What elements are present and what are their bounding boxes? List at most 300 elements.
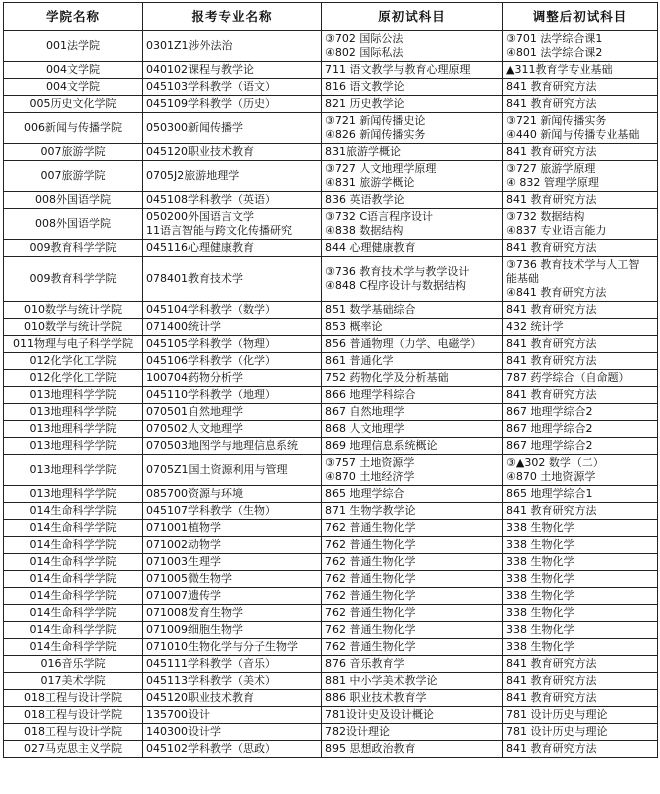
- original-subjects-cell: [322, 192, 503, 209]
- adjusted-subjects-cell: [503, 455, 658, 486]
- adjusted-subjects-cell: [503, 520, 658, 537]
- table-row: [4, 724, 658, 741]
- cell-line: 841 教育研究方法: [506, 145, 597, 158]
- cell-line: 787 药学综合（自命题）: [506, 371, 630, 384]
- major-cell: [143, 503, 322, 520]
- college-cell: 014生命科学学院: [4, 537, 143, 554]
- cell-line: ④841 教育研究方法: [506, 286, 607, 299]
- table-row: [4, 520, 658, 537]
- college-cell: 014生命科学学院: [4, 554, 143, 571]
- college-cell: 007旅游学院: [4, 144, 143, 161]
- cell-line: 050200外国语言文学: [146, 210, 254, 223]
- table-row: [4, 62, 658, 79]
- original-subjects-cell: [322, 503, 503, 520]
- major-cell: [143, 387, 322, 404]
- college-cell: 014生命科学学院: [4, 520, 143, 537]
- adjusted-subjects-cell: [503, 622, 658, 639]
- college-cell: 009教育科学学院: [4, 240, 143, 257]
- adjusted-subjects-cell: [503, 486, 658, 503]
- cell-line: 844 心理健康教育: [325, 241, 416, 254]
- adjusted-subjects-cell: [503, 404, 658, 421]
- table-row: [4, 96, 658, 113]
- cell-line: 762 普通生物化学: [325, 589, 416, 602]
- adjusted-subjects-cell: [503, 588, 658, 605]
- adjusted-subjects-cell: [503, 96, 658, 113]
- table-row: [4, 370, 658, 387]
- college-cell: 004文学院: [4, 79, 143, 96]
- table-row: [4, 673, 658, 690]
- cell-line: 045108学科教学（英语）: [146, 193, 276, 206]
- college-cell: 001法学院: [4, 31, 143, 62]
- original-subjects-cell: [322, 741, 503, 758]
- adjusted-subjects-cell: [503, 656, 658, 673]
- major-cell: [143, 192, 322, 209]
- cell-line: 045103学科教学（语文）: [146, 80, 276, 93]
- adjusted-subjects-cell: [503, 571, 658, 588]
- original-subjects-cell: [322, 404, 503, 421]
- college-cell: 018工程与设计学院: [4, 707, 143, 724]
- major-cell: [143, 537, 322, 554]
- table-row: [4, 421, 658, 438]
- cell-line: ③701 法学综合课1: [506, 32, 603, 45]
- original-subjects-cell: [322, 605, 503, 622]
- cell-line: 841 教育研究方法: [506, 80, 597, 93]
- original-subjects-cell: [322, 144, 503, 161]
- original-subjects-cell: [322, 370, 503, 387]
- cell-line: 869 地理信息系统概论: [325, 439, 438, 452]
- table-row: [4, 336, 658, 353]
- cell-line: 071008发育生物学: [146, 606, 243, 619]
- table-row: [4, 571, 658, 588]
- college-cell: 005历史文化学院: [4, 96, 143, 113]
- table-row: [4, 639, 658, 656]
- cell-line: 338 生物化学: [506, 640, 575, 653]
- cell-line: 045111学科教学（音乐）: [146, 657, 276, 670]
- table-row: [4, 741, 658, 758]
- college-cell: 014生命科学学院: [4, 503, 143, 520]
- cell-line: 071005微生物学: [146, 572, 232, 585]
- original-subjects-cell: [322, 387, 503, 404]
- cell-line: 045102学科教学（思政）: [146, 742, 276, 755]
- cell-line: 881 中小学美术教学论: [325, 674, 438, 687]
- table-row: [4, 588, 658, 605]
- cell-line: ④870 土地经济学: [325, 470, 415, 483]
- cell-line: 070501自然地理学: [146, 405, 243, 418]
- cell-line: 070503地图学与地理信息系统: [146, 439, 298, 452]
- cell-line: 762 普通生物化学: [325, 521, 416, 534]
- college-cell: 013地理科学学院: [4, 438, 143, 455]
- cell-line: 841 教育研究方法: [506, 354, 597, 367]
- cell-line: 782设计理论: [325, 725, 390, 738]
- cell-line: 135700设计: [146, 708, 210, 721]
- table-row: [4, 387, 658, 404]
- cell-line: 045105学科教学（物理）: [146, 337, 276, 350]
- header-row: [4, 3, 658, 31]
- major-cell: [143, 404, 322, 421]
- major-cell: [143, 724, 322, 741]
- major-cell: [143, 62, 322, 79]
- college-cell: 012化学化工学院: [4, 370, 143, 387]
- adjusted-subjects-cell: [503, 113, 658, 144]
- college-cell: 013地理科学学院: [4, 455, 143, 486]
- adjusted-subjects-cell: [503, 62, 658, 79]
- header-adjusted-subjects: 调整后初试科目: [503, 3, 658, 31]
- college-cell: 007旅游学院: [4, 161, 143, 192]
- college-cell: 013地理科学学院: [4, 404, 143, 421]
- adjusted-subjects-cell: [503, 554, 658, 571]
- original-subjects-cell: [322, 571, 503, 588]
- cell-line: ③▲302 数学（二）: [506, 456, 604, 469]
- cell-line: 762 普通生物化学: [325, 640, 416, 653]
- adjusted-subjects-cell: [503, 302, 658, 319]
- cell-line: 865 地理学综合: [325, 487, 405, 500]
- cell-line: 781 设计历史与理论: [506, 708, 608, 721]
- original-subjects-cell: [322, 209, 503, 240]
- cell-line: 865 地理学综合1: [506, 487, 593, 500]
- major-cell: [143, 370, 322, 387]
- cell-line: ④ 832 管理学原理: [506, 176, 599, 189]
- cell-line: 045120职业技术教育: [146, 145, 254, 158]
- college-cell: 014生命科学学院: [4, 605, 143, 622]
- major-cell: [143, 257, 322, 302]
- cell-line: 070502人文地理学: [146, 422, 243, 435]
- cell-line: 841 教育研究方法: [506, 337, 597, 350]
- cell-line: 895 思想政治教育: [325, 742, 416, 755]
- cell-line: 867 自然地理学: [325, 405, 405, 418]
- adjusted-subjects-cell: [503, 421, 658, 438]
- major-cell: [143, 96, 322, 113]
- cell-line: 078401教育技术学: [146, 272, 243, 285]
- major-cell: [143, 707, 322, 724]
- college-cell: 018工程与设计学院: [4, 724, 143, 741]
- cell-line: 886 职业技术教育学: [325, 691, 427, 704]
- cell-line: 045109学科教学（历史）: [146, 97, 276, 110]
- cell-line: 841 教育研究方法: [506, 742, 597, 755]
- cell-line: 841 教育研究方法: [506, 97, 597, 110]
- table-row: [4, 690, 658, 707]
- cell-line: 841 教育研究方法: [506, 388, 597, 401]
- college-cell: 014生命科学学院: [4, 571, 143, 588]
- adjusted-subjects-cell: [503, 192, 658, 209]
- cell-line: ③721 新闻传播史论: [325, 114, 426, 127]
- table-row: [4, 209, 658, 240]
- table-row: [4, 192, 658, 209]
- original-subjects-cell: [322, 673, 503, 690]
- table-row: [4, 438, 658, 455]
- original-subjects-cell: [322, 690, 503, 707]
- cell-line: ④831 旅游学概论: [325, 176, 415, 189]
- table-row: [4, 353, 658, 370]
- cell-line: 071007遗传学: [146, 589, 221, 602]
- adjusted-subjects-cell: [503, 605, 658, 622]
- cell-line: 816 语文教学论: [325, 80, 405, 93]
- major-cell: [143, 455, 322, 486]
- original-subjects-cell: [322, 240, 503, 257]
- cell-line: 871 生物学教学论: [325, 504, 416, 517]
- college-cell: 014生命科学学院: [4, 588, 143, 605]
- table-row: [4, 113, 658, 144]
- cell-line: 338 生物化学: [506, 623, 575, 636]
- major-cell: [143, 520, 322, 537]
- cell-line: 836 英语教学论: [325, 193, 405, 206]
- cell-line: 338 生物化学: [506, 606, 575, 619]
- cell-line: 762 普通生物化学: [325, 538, 416, 551]
- table-row: [4, 257, 658, 302]
- original-subjects-cell: [322, 302, 503, 319]
- cell-line: 752 药物化学及分析基础: [325, 371, 449, 384]
- original-subjects-cell: [322, 336, 503, 353]
- major-cell: [143, 144, 322, 161]
- cell-line: 841 教育研究方法: [506, 691, 597, 704]
- cell-line: 050300新闻传播学: [146, 121, 243, 134]
- cell-line: 841 教育研究方法: [506, 674, 597, 687]
- table-row: [4, 144, 658, 161]
- adjusted-subjects-cell: [503, 370, 658, 387]
- cell-line: 140300设计学: [146, 725, 221, 738]
- cell-line: 071002动物学: [146, 538, 221, 551]
- major-cell: [143, 554, 322, 571]
- adjusted-subjects-cell: [503, 707, 658, 724]
- adjusted-subjects-cell: [503, 639, 658, 656]
- major-cell: [143, 240, 322, 257]
- major-cell: [143, 319, 322, 336]
- cell-line: 045120职业技术教育: [146, 691, 254, 704]
- cell-line: 866 地理学科综合: [325, 388, 416, 401]
- original-subjects-cell: [322, 554, 503, 571]
- cell-line: 861 普通化学: [325, 354, 394, 367]
- table-row: [4, 707, 658, 724]
- original-subjects-cell: [322, 588, 503, 605]
- cell-line: 071003生理学: [146, 555, 221, 568]
- adjusted-subjects-cell: [503, 503, 658, 520]
- cell-line: 853 概率论: [325, 320, 383, 333]
- cell-line: ④870 土地资源学: [506, 470, 596, 483]
- college-cell: 014生命科学学院: [4, 622, 143, 639]
- major-cell: [143, 161, 322, 192]
- cell-line: 338 生物化学: [506, 555, 575, 568]
- cell-line: 868 人文地理学: [325, 422, 405, 435]
- original-subjects-cell: [322, 622, 503, 639]
- cell-line: 071010生物化学与分子生物学: [146, 640, 298, 653]
- cell-line: 338 生物化学: [506, 572, 575, 585]
- cell-line: 867 地理学综合2: [506, 422, 593, 435]
- original-subjects-cell: [322, 421, 503, 438]
- cell-line: 867 地理学综合2: [506, 405, 593, 418]
- original-subjects-cell: [322, 62, 503, 79]
- cell-line: 841 教育研究方法: [506, 504, 597, 517]
- major-cell: [143, 79, 322, 96]
- college-cell: 009教育科学学院: [4, 257, 143, 302]
- cell-line: 781 设计历史与理论: [506, 725, 608, 738]
- adjusted-subjects-cell: [503, 209, 658, 240]
- cell-line: ④838 数据结构: [325, 224, 404, 237]
- adjusted-subjects-cell: [503, 537, 658, 554]
- cell-line: ③736 教育技术学与教学设计: [325, 265, 470, 278]
- cell-line: 045110学科教学（地理）: [146, 388, 276, 401]
- major-cell: [143, 486, 322, 503]
- adjusted-subjects-cell: [503, 161, 658, 192]
- major-cell: [143, 588, 322, 605]
- major-cell: [143, 421, 322, 438]
- cell-line: 841 教育研究方法: [506, 241, 597, 254]
- table-row: [4, 404, 658, 421]
- adjusted-subjects-cell: [503, 336, 658, 353]
- cell-line: ③757 土地资源学: [325, 456, 415, 469]
- adjusted-subjects-cell: [503, 387, 658, 404]
- original-subjects-cell: [322, 639, 503, 656]
- college-cell: 018工程与设计学院: [4, 690, 143, 707]
- cell-line: 841 教育研究方法: [506, 657, 597, 670]
- header-college: 学院名称: [4, 3, 143, 31]
- college-cell: 004文学院: [4, 62, 143, 79]
- major-cell: [143, 209, 322, 240]
- cell-line: 841 教育研究方法: [506, 193, 597, 206]
- cell-line: 045104学科教学（数学）: [146, 303, 276, 316]
- cell-line: 071400统计学: [146, 320, 221, 333]
- table-body: [4, 31, 658, 758]
- cell-line: ④802 国际私法: [325, 46, 404, 59]
- cell-line: 100704药物分析学: [146, 371, 243, 384]
- cell-line: ③732 数据结构: [506, 210, 585, 223]
- cell-line: 338 生物化学: [506, 589, 575, 602]
- original-subjects-cell: [322, 79, 503, 96]
- adjusted-subjects-cell: [503, 724, 658, 741]
- cell-line: 040102课程与教学论: [146, 63, 254, 76]
- college-cell: 016音乐学院: [4, 656, 143, 673]
- college-cell: 013地理科学学院: [4, 387, 143, 404]
- cell-line: 0705Z1国土资源利用与管理: [146, 463, 288, 476]
- adjusted-subjects-cell: [503, 690, 658, 707]
- cell-line: 045116心理健康教育: [146, 241, 254, 254]
- cell-line: 338 生物化学: [506, 521, 575, 534]
- cell-line: 432 统计学: [506, 320, 564, 333]
- cell-line: 762 普通生物化学: [325, 572, 416, 585]
- cell-line: 045107学科教学（生物）: [146, 504, 276, 517]
- college-cell: 013地理科学学院: [4, 486, 143, 503]
- cell-line: 831旅游学概论: [325, 145, 401, 158]
- adjusted-subjects-cell: [503, 319, 658, 336]
- major-cell: [143, 302, 322, 319]
- cell-line: 762 普通生物化学: [325, 623, 416, 636]
- cell-line: 0705J2旅游地理学: [146, 169, 240, 182]
- table-row: [4, 605, 658, 622]
- adjusted-subjects-cell: [503, 438, 658, 455]
- original-subjects-cell: [322, 96, 503, 113]
- cell-line: 762 普通生物化学: [325, 555, 416, 568]
- cell-line: ④848 C程序设计与数据结构: [325, 279, 467, 292]
- adjusted-subjects-cell: [503, 353, 658, 370]
- major-cell: [143, 31, 322, 62]
- original-subjects-cell: [322, 455, 503, 486]
- original-subjects-cell: [322, 31, 503, 62]
- adjusted-subjects-cell: [503, 673, 658, 690]
- major-cell: [143, 336, 322, 353]
- table-row: [4, 554, 658, 571]
- cell-line: 0301Z1涉外法治: [146, 39, 233, 52]
- cell-line: 841 教育研究方法: [506, 303, 597, 316]
- cell-line: ③727 人文地理学原理: [325, 162, 437, 175]
- table-row: [4, 656, 658, 673]
- cell-line: ④801 法学综合课2: [506, 46, 603, 59]
- table-row: [4, 240, 658, 257]
- original-subjects-cell: [322, 537, 503, 554]
- major-cell: [143, 673, 322, 690]
- cell-line: 085700资源与环境: [146, 487, 243, 500]
- major-cell: [143, 622, 322, 639]
- major-cell: [143, 438, 322, 455]
- college-cell: 014生命科学学院: [4, 639, 143, 656]
- exam-adjustment-table: [3, 2, 658, 758]
- original-subjects-cell: [322, 353, 503, 370]
- table-row: [4, 503, 658, 520]
- cell-line: 821 历史教学论: [325, 97, 405, 110]
- adjusted-subjects-cell: [503, 144, 658, 161]
- college-cell: 010数学与统计学院: [4, 319, 143, 336]
- adjusted-subjects-cell: [503, 257, 658, 302]
- adjusted-subjects-cell: [503, 79, 658, 96]
- cell-line: ④440 新闻与传播专业基础: [506, 128, 640, 141]
- cell-line: 851 数学基础综合: [325, 303, 416, 316]
- original-subjects-cell: [322, 438, 503, 455]
- major-cell: [143, 639, 322, 656]
- table-row: [4, 161, 658, 192]
- cell-line: 781设计史及设计概论: [325, 708, 434, 721]
- college-cell: 012化学化工学院: [4, 353, 143, 370]
- table-row: [4, 537, 658, 554]
- major-cell: [143, 656, 322, 673]
- major-cell: [143, 690, 322, 707]
- adjusted-subjects-cell: [503, 741, 658, 758]
- original-subjects-cell: [322, 520, 503, 537]
- adjusted-subjects-cell: [503, 31, 658, 62]
- header-major: 报考专业名称: [143, 3, 322, 31]
- major-cell: [143, 113, 322, 144]
- cell-line: 867 地理学综合2: [506, 439, 593, 452]
- cell-line: 11语言智能与跨文化传播研究: [146, 224, 292, 237]
- cell-line: 045106学科教学（化学）: [146, 354, 276, 367]
- table-row: [4, 79, 658, 96]
- cell-line: ③732 C语言程序设计: [325, 210, 434, 223]
- college-cell: 006新闻与传播学院: [4, 113, 143, 144]
- cell-line: ③727 旅游学原理: [506, 162, 596, 175]
- cell-line: 876 音乐教育学: [325, 657, 405, 670]
- college-cell: 010数学与统计学院: [4, 302, 143, 319]
- table-row: [4, 319, 658, 336]
- cell-line: ▲311教育学专业基础: [506, 63, 613, 76]
- major-cell: [143, 571, 322, 588]
- cell-line: 071001植物学: [146, 521, 221, 534]
- original-subjects-cell: [322, 257, 503, 302]
- adjusted-subjects-cell: [503, 240, 658, 257]
- college-cell: 008外国语学院: [4, 192, 143, 209]
- major-cell: [143, 741, 322, 758]
- cell-line: ④826 新闻传播实务: [325, 128, 426, 141]
- header-original-subjects: 原初试科目: [322, 3, 503, 31]
- cell-line: ③702 国际公法: [325, 32, 404, 45]
- college-cell: 027马克思主义学院: [4, 741, 143, 758]
- original-subjects-cell: [322, 319, 503, 336]
- original-subjects-cell: [322, 656, 503, 673]
- cell-line: 045113学科教学（美术）: [146, 674, 276, 687]
- original-subjects-cell: [322, 161, 503, 192]
- cell-line: 711 语文教学与教育心理原理: [325, 63, 471, 76]
- major-cell: [143, 605, 322, 622]
- cell-line: 856 普通物理（力学、电磁学）: [325, 337, 482, 350]
- cell-line: ③736 教育技术学与人工智: [506, 258, 640, 271]
- original-subjects-cell: [322, 113, 503, 144]
- college-cell: 017美术学院: [4, 673, 143, 690]
- cell-line: 071009细胞生物学: [146, 623, 243, 636]
